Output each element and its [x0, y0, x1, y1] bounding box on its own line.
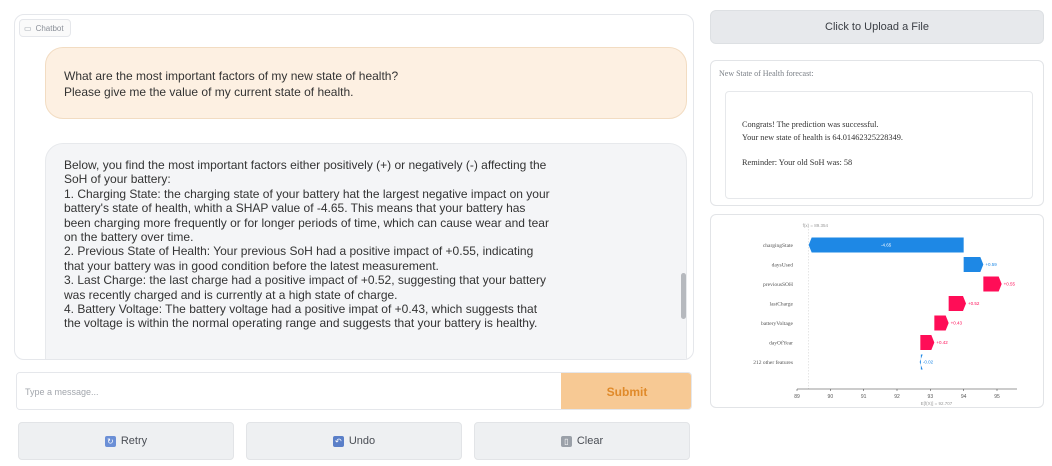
bot-message-line: SoH of your battery: — [64, 172, 171, 187]
feature-label: lastCharge — [769, 301, 793, 308]
feature-label: dayOfYear — [769, 340, 793, 347]
user-message — [45, 47, 687, 119]
x-tick-label: 93 — [927, 394, 934, 400]
x-tick-label: 89 — [794, 394, 800, 400]
bar-value-label: +0.59 — [985, 262, 997, 267]
feature-label: 212 other features — [753, 360, 793, 366]
x-tick-label: 91 — [860, 394, 867, 400]
bar-value-label: +0.55 — [1003, 281, 1016, 287]
chat-icon: ▭ — [24, 23, 32, 33]
shap-bar — [964, 257, 984, 272]
bot-message — [45, 143, 687, 360]
trash-icon: ▯ — [561, 436, 572, 447]
undo-button[interactable] — [246, 422, 462, 460]
chat-scrollbar[interactable] — [681, 273, 686, 319]
forecast-panel — [710, 60, 1044, 206]
submit-button[interactable]: Submit — [561, 373, 692, 410]
message-input[interactable] — [17, 373, 561, 410]
user-message-line: What are the most important factors of my new state of health? — [64, 69, 399, 83]
bot-message-line: been charging more frequently or for longer periods of time, which can cause wear and tear — [64, 215, 549, 230]
shap-waterfall-chart — [711, 215, 1044, 408]
forecast-line-2: Your new state of health is 64.01462325228349. — [742, 133, 903, 142]
bar-value-label: +0.42 — [936, 340, 948, 345]
clear-label: Clear — [576, 435, 604, 447]
chatbot-panel — [14, 14, 694, 360]
upload-file-button[interactable]: Click to Upload a File — [710, 10, 1044, 44]
clear-button[interactable] — [474, 422, 690, 460]
efx-label: E[f(X)] = 92.707 — [920, 401, 953, 406]
bot-message-line: the voltage is within the normal operating range and suggests that your battery is healthy. — [64, 316, 538, 331]
feature-label: batteryVoltage — [761, 321, 793, 327]
x-tick-label: 94 — [960, 394, 967, 400]
bot-message-line: 2. Previous State of Health: Your previous SoH had a positive impact of +0.55, indicating — [64, 244, 534, 259]
x-tick-label: 95 — [994, 394, 1000, 400]
shap-bar — [949, 296, 966, 311]
shap-bar — [934, 316, 948, 331]
feature-label: daysUsed — [771, 262, 793, 269]
x-tick-label: 92 — [894, 394, 900, 400]
bot-message-line: battery's state of health, whith a SHAP value of -4.65. This means that your battery has — [64, 201, 526, 216]
bot-message-line: on the battery over time. — [64, 230, 194, 245]
retry-icon: ↻ — [105, 436, 116, 447]
forecast-output — [725, 91, 1033, 199]
shap-bar — [983, 277, 1001, 292]
retry-button[interactable] — [18, 422, 234, 460]
user-message-line: Please give me the value of my current state of health. — [64, 85, 354, 99]
chatbot-label-text: Chatbot — [35, 23, 64, 33]
bar-value-label: -0.02 — [922, 359, 934, 365]
forecast-line-1: Congrats! The prediction was successful. — [742, 120, 879, 129]
bar-value-label: -4.65 — [881, 242, 892, 248]
forecast-reminder: Reminder: Your old SoH was: 58 — [742, 158, 853, 167]
chatbot-label — [19, 19, 71, 37]
bar-value-label: +0.52 — [968, 301, 980, 306]
x-tick-label: 90 — [827, 394, 834, 400]
shap-bar — [920, 335, 934, 350]
bot-message-line: was recently charged and is currently at a high state of charge. — [64, 287, 398, 302]
feature-label: previousSOH — [763, 282, 793, 288]
shap-plot-panel — [710, 214, 1044, 408]
retry-label: Retry — [120, 435, 148, 447]
bot-message-line: that your battery was in good condition before the latest measurement. — [64, 258, 439, 273]
forecast-label: New State of Health forecast: — [719, 69, 814, 78]
bot-message-line: 3. Last Charge: the last charge had a positive impact of +0.52, suggesting that your battery — [64, 273, 546, 288]
bot-message-line: 4. Battery Voltage: The battery voltage had a positive impat of +0.43, which suggests that — [64, 302, 538, 317]
bar-value-label: +0.43 — [950, 320, 963, 326]
undo-label: Undo — [348, 435, 376, 447]
bot-message-line: Below, you find the most important factors either positively (+) or negatively (-) affecting the — [64, 158, 547, 172]
fx-label: f(x) = 89.354 — [802, 223, 829, 228]
feature-label: chargingState — [762, 243, 793, 249]
bot-message-line: 1. Charging State: the charging state of your battery hat the largest negative impact on your — [64, 186, 550, 201]
undo-icon: ↶ — [333, 436, 344, 447]
message-input-row — [16, 372, 692, 410]
